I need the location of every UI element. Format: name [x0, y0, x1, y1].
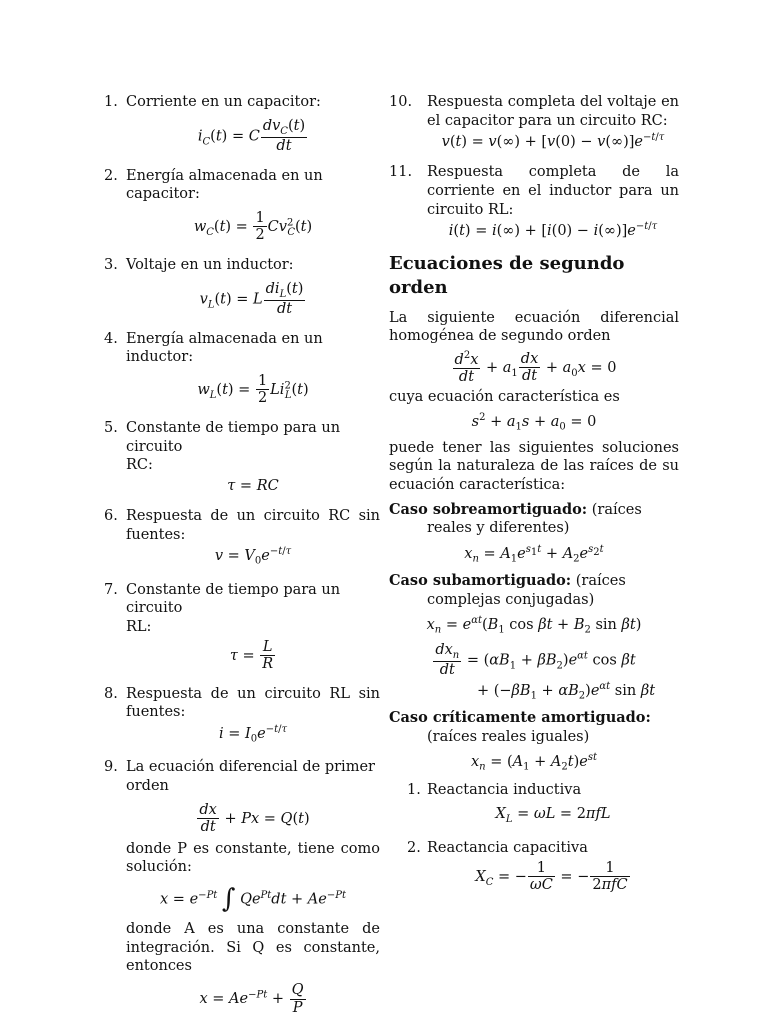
item-number: 8. — [104, 685, 118, 702]
equation-general-solution: $x = e^{-Pt}$ ∫ $Qe^{Pt}dt + Ae^{-Pt}$ — [160, 884, 346, 915]
equation-rc-complete-response: $v(t) = v(\infty) + [v(0) - v(\infty)]e^{-t/\tau}$ — [441, 132, 665, 150]
equation-rl-source-free: $i = I_0e^{-t/\tau}$ — [218, 723, 288, 745]
case-title: Caso sobreamortiguado: — [389, 500, 588, 518]
section-intro: La siguiente ecuación diferencial homogénea de segundo orden — [389, 309, 679, 345]
item-text: Energía almacenada en un capacitor: — [126, 167, 323, 203]
equation-rl-time-constant: τ = $\frac{L}{R}$ — [229, 638, 274, 673]
formula-item-6 — [104, 507, 380, 569]
item-text: Constante de tiempo para un circuito — [126, 581, 341, 617]
equation-inductor-energy: $w_L(t)$ = $\frac{1}{2}$ $Li^2_L(t)$ — [197, 372, 309, 407]
item-text: Energía almacenada en un inductor: — [126, 330, 323, 366]
item-text: Reactancia inductiva — [427, 781, 582, 798]
formula-item-9 — [104, 758, 380, 1016]
item-number: 11. — [389, 164, 413, 181]
item-number: 9. — [104, 759, 118, 776]
item-text: Constante de tiempo para un circuito — [126, 420, 341, 455]
item-text: Respuesta de un circuito RL sin fuentes: — [126, 685, 380, 721]
item-number: 10. — [389, 94, 413, 110]
equation-rl-complete-response: $i(t) = i(\infty) + [i(0) - i(\infty)]e^{-t/\tau}$ — [448, 221, 658, 239]
section-title: Ecuaciones de segundo orden — [389, 253, 625, 298]
right-column — [389, 93, 679, 906]
equation-first-order-ode: $\frac{dx}{dt}$ + Px = Q(t) — [199, 801, 310, 836]
item-number: 3. — [104, 257, 118, 274]
item-text: Reactancia capacitiva — [427, 840, 588, 857]
equation-constant-q-solution: $x = Ae^{-Pt}$ + $\frac{Q}{P}$ — [199, 981, 304, 1016]
formula-item-5 — [104, 419, 380, 495]
equation-inductive-reactance: $X_L = \omega L = 2\pi fL$ — [495, 806, 611, 826]
formula-item-2 — [104, 167, 380, 244]
formula-item-10 — [389, 93, 679, 151]
equation-characteristic: $s^2 + a_1s + a_0 = 0$ — [471, 412, 597, 434]
formula-item-1 — [104, 93, 380, 155]
equation-inductor-voltage: $v_L(t) = L$ $\frac{di_L(t)}{dt}$ — [199, 280, 304, 317]
equation-critically-damped: $x_n = (A_1 + A_2t)e^{st}$ — [470, 752, 597, 774]
equation-capacitor-current: $i_C(t) = C$ $\frac{dv_C(t)}{dt}$ — [197, 117, 306, 154]
item-number: 7. — [104, 581, 118, 598]
equation-overdamped: $x_n = A_1e^{s_1t} + A_2e^{s_2t}$ — [464, 543, 604, 565]
reactance-item-1 — [389, 781, 679, 827]
equation-underdamped: $x_n = e^{\alpha t}(B_1$ $\cos \beta t + B_2$ sin βt) — [426, 615, 642, 636]
solutions-text: puede tener las siguientes soluciones según la naturaleza de las raíces de su ecuación característica: — [389, 439, 679, 493]
item-text: Voltaje en un inductor: — [126, 257, 294, 274]
formula-item-8 — [104, 685, 380, 747]
item-text: Corriente en un capacitor: — [126, 94, 321, 110]
item-text-constant: donde A es una constante de integración. Si Q es constante, entonces — [126, 921, 380, 975]
characteristic-text: cuya ecuación característica es — [389, 388, 620, 405]
item-text: La ecuación diferencial de primer orden — [126, 759, 375, 795]
formula-item-3 — [104, 256, 380, 318]
item-number: 1. — [407, 781, 421, 798]
item-text-continued: RL: — [126, 618, 152, 635]
item-number: 5. — [104, 420, 118, 437]
equation-underdamped-derivative-cont: + $(-\beta B_1 + \alpha B_2)e^{\alpha t}$ sin βt — [476, 680, 656, 702]
case-overdamped — [389, 501, 679, 567]
equation-second-order-ode: $\frac{d^2x}{dt}$ + $a_1$ $\frac{dx}{dt}$ + $a_0x = 0$ — [454, 349, 617, 386]
case-description: (raíces complejas conjugadas) — [427, 573, 626, 608]
item-text: Respuesta de un circuito RC sin fuentes: — [126, 508, 380, 543]
case-title: Caso subamortiguado: — [389, 572, 572, 590]
equation-rc-time-constant: τ = RC — [227, 477, 279, 494]
item-number: 1. — [104, 94, 118, 110]
equation-underdamped-derivative: $\frac{dx_n}{dt}$ = $(\alpha B_1 + \beta B_2)e^{\alpha t}$ cos βt — [435, 641, 636, 679]
item-text: Respuesta completa del voltaje en el capacitor para un circuito RC: — [427, 94, 679, 129]
item-number: 6. — [104, 508, 118, 525]
left-column — [104, 93, 380, 1028]
case-description: (raíces reales iguales) — [427, 728, 590, 745]
item-number: 2. — [407, 840, 421, 857]
formula-item-11 — [389, 163, 679, 240]
item-number: 2. — [104, 167, 118, 184]
equation-capacitor-energy: $w_C(t)$ = $\frac{1}{2}$ $Cv^2_C(t)$ — [193, 209, 313, 244]
item-text-solution: donde P es constante, tiene como solución: — [126, 840, 380, 876]
reactance-item-2 — [389, 839, 679, 894]
item-number: 4. — [104, 330, 118, 347]
formula-item-4 — [104, 330, 380, 407]
case-critically-damped — [389, 709, 679, 775]
equation-rc-source-free: $v = V_0e^{-t/\tau}$ — [214, 546, 292, 568]
formula-item-7 — [104, 581, 380, 673]
item-text: Respuesta completa de la corriente en el inductor para un circuito RL: — [427, 164, 679, 218]
case-description: (raíces reales y diferentes) — [427, 501, 642, 537]
item-text-continued: RC: — [126, 457, 153, 474]
case-title: Caso críticamente amortiguado: — [389, 709, 651, 727]
case-underdamped — [389, 572, 679, 703]
equation-capacitive-reactance: $X_C$ = − $\frac{1}{\omega C}$ = − $\frac{1}{\text{2πfC}}$ — [475, 859, 628, 894]
